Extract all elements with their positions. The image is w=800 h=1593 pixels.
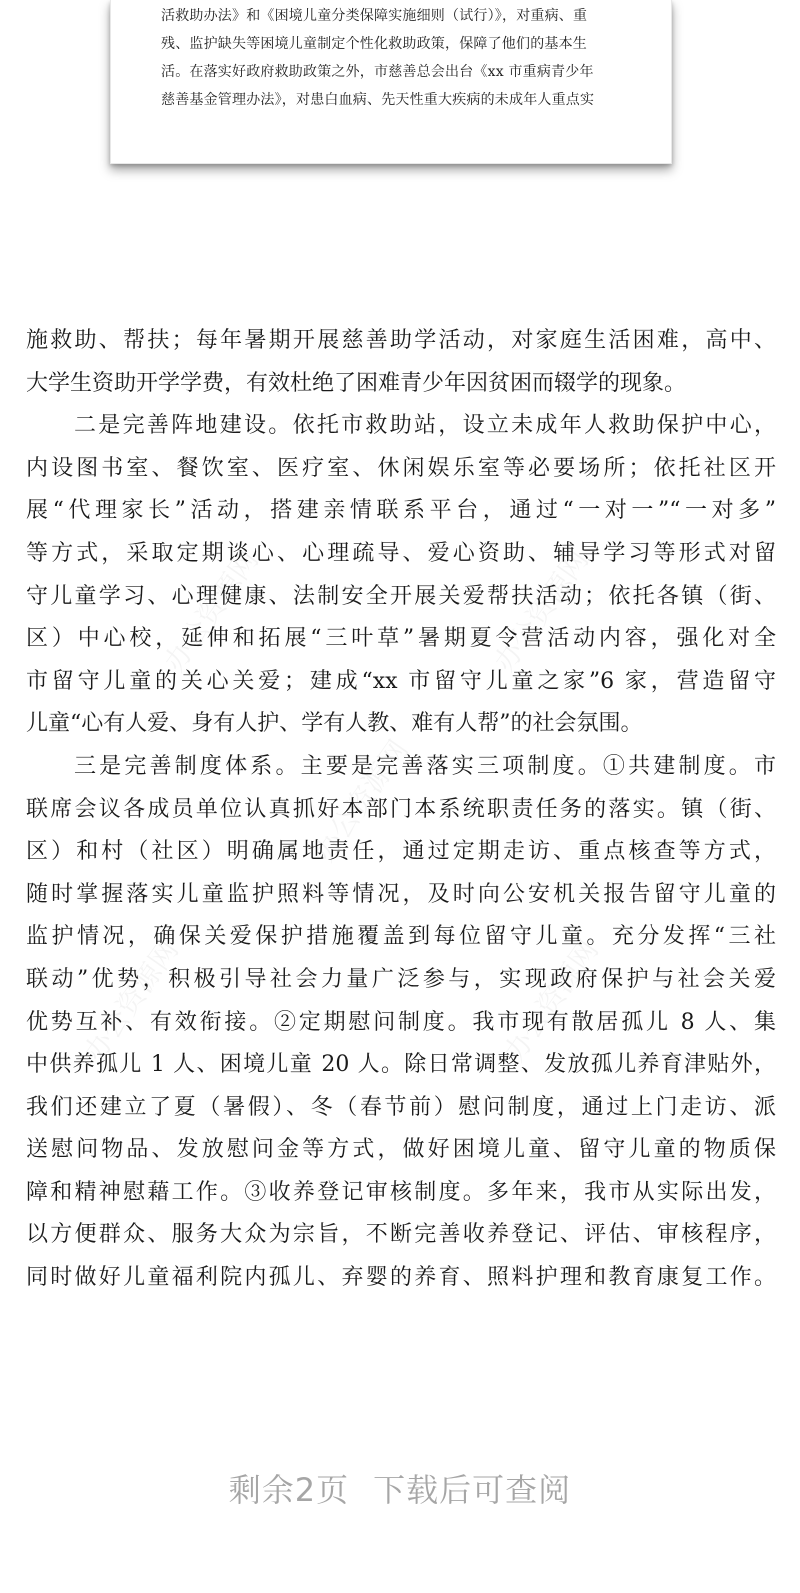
preview-line: 活救助办法》和《困境儿童分类保障实施细则（试行）》，对重病、重 bbox=[161, 8, 588, 24]
body-line: 等方式，采取定期谈心、心理疏导、爱心资助、辅导学习等形式对留 bbox=[26, 540, 776, 566]
body-line: 障和精神慰藉工作。③收养登记审核制度。多年来，我市从实际出发， bbox=[26, 1179, 776, 1205]
body-line: 中供养孤儿 1 人、困境儿童 20 人。除日常调整、发放孤儿养育津贴外， bbox=[26, 1052, 776, 1078]
body-line: 我们还建立了夏（暑假）、冬（春节前）慰问制度，通过上门走访、派 bbox=[26, 1094, 776, 1120]
body-line: 联动”优势，积极引导社会力量广泛参与，实现政府保护与社会关爱 bbox=[26, 966, 776, 992]
remaining-pages-label: 剩余2页 bbox=[228, 1471, 350, 1509]
body-line: 区）中心校，延伸和拓展“三叶草”暑期夏令营活动内容，强化对全 bbox=[26, 626, 776, 652]
body-line: 送慰问物品、发放慰问金等方式，做好困境儿童、留守儿童的物质保 bbox=[26, 1137, 776, 1163]
body-line: 区）和村（社区）明确属地责任，通过定期走访、重点核查等方式， bbox=[26, 839, 776, 865]
body-line: 随时掌握落实儿童监护照料等情况，及时向公安机关报告留守儿童的 bbox=[26, 881, 776, 907]
body-line: 守儿童学习、心理健康、法制安全开展关爱帮扶活动；依托各镇（街、 bbox=[26, 583, 776, 609]
download-to-view-label: 下载后可查阅 bbox=[373, 1471, 572, 1509]
paragraph-start: 二是完善阵地建设。依托市救助站，设立未成年人救助保护中心， bbox=[74, 413, 776, 439]
paragraph-start: 三是完善制度体系。主要是完善落实三项制度。①共建制度。市 bbox=[74, 753, 776, 779]
document-body bbox=[26, 320, 776, 1300]
preview-line: 慈善基金管理办法》，对患白血病、先天性重大疾病的未成年人重点实 bbox=[161, 92, 595, 108]
body-line: 施救助、帮扶；每年暑期开展慈善助学活动，对家庭生活困难，高中、 bbox=[26, 328, 776, 353]
body-line: 以方便群众、服务大众为宗旨，不断完善收养登记、评估、审核程序， bbox=[26, 1222, 776, 1248]
body-line: 展“代理家长”活动，搭建亲情联系平台，通过“一对一”“一对多” bbox=[26, 498, 776, 524]
body-line: 市留守儿童的关心关爱；建成“xx 市留守儿童之家”6 家，营造留守 bbox=[26, 668, 776, 694]
body-line: 同时做好儿童福利院内孤儿、弃婴的养育、照料护理和教育康复工作。 bbox=[26, 1265, 776, 1291]
body-line: 监护情况，确保关爱保护措施覆盖到每位留守儿童。充分发挥“三社 bbox=[26, 924, 776, 950]
body-line: 大学生资助开学学费，有效杜绝了困难青少年因贫困而辍学的现象。 bbox=[26, 370, 687, 396]
body-line: 优势互补、有效衔接。②定期慰问制度。我市现有散居孤儿 8 人、集 bbox=[26, 1009, 776, 1035]
body-line: 内设图书室、餐饮室、医疗室、休闲娱乐室等必要场所；依托社区开 bbox=[26, 455, 776, 481]
preview-card bbox=[110, 0, 672, 164]
body-line: 儿童“心有人爱、身有人护、学有人教、难有人帮”的社会氛围。 bbox=[26, 711, 643, 737]
preview-line: 活。在落实好政府救助政策之外，市慈善总会出台《xx 市重病青少年 bbox=[161, 64, 594, 80]
body-line: 联席会议各成员单位认真抓好本部门本系统职责任务的落实。镇（街、 bbox=[26, 796, 776, 822]
preview-line: 残、监护缺失等困境儿童制定个性化救助政策，保障了他们的基本生 bbox=[161, 36, 587, 52]
download-prompt[interactable] bbox=[0, 1465, 800, 1511]
